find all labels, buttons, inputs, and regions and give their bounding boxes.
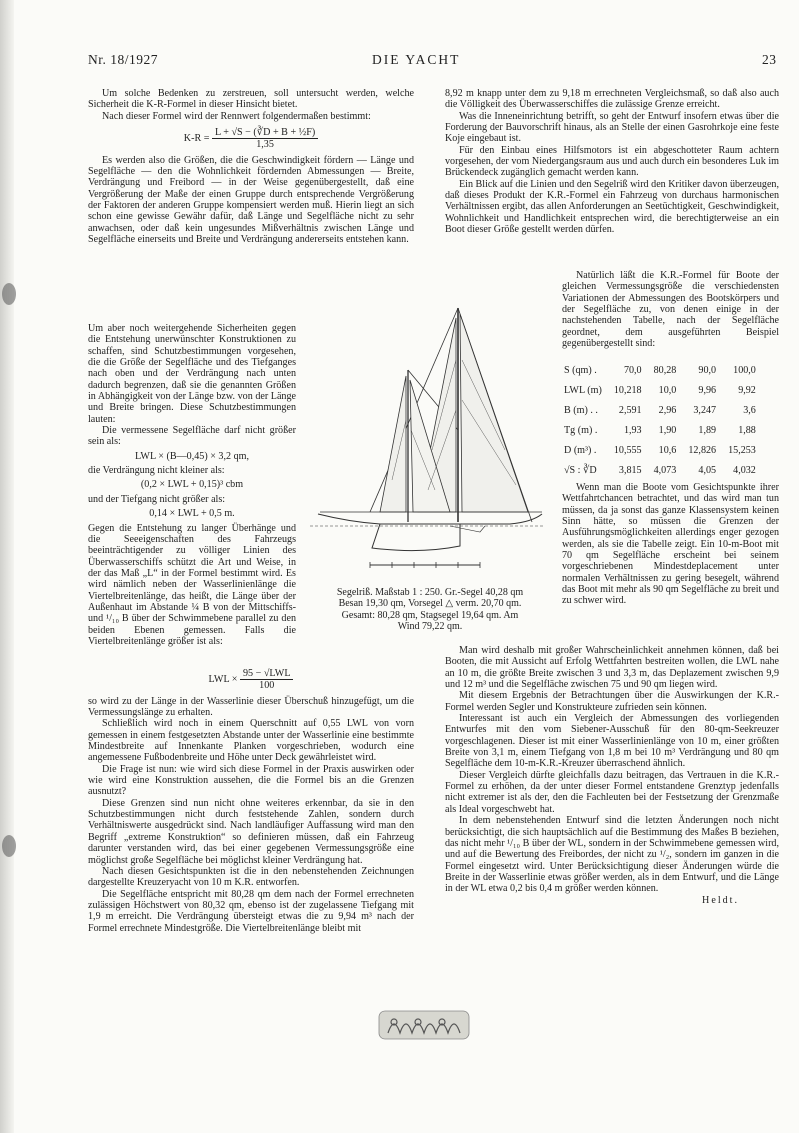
table-row-label: LWL (m) bbox=[564, 384, 602, 396]
figure-caption: Segelriß. Maßstab 1 : 250. Gr.-Segel 40,28 qm Besan 19,30 qm, Vorsegel △ verm. 20,70 qm. Gesamt: 80,28 qm, Stagsegel 19,64 qm. Am Wind 79,22 qm. bbox=[336, 587, 524, 632]
paragraph: Was die Inneneinrichtung betrifft, so geht der Entwurf insofern etwas über die Forderung der Bauvorschrift hinaus, als an Stelle der einen Gasrohrkoje eine feste Koje eingebaut ist. bbox=[445, 110, 779, 145]
table-cell: 4,073 bbox=[653, 464, 677, 476]
paragraph: Nach diesen Gesichtspunkten ist die in den nebenstehenden Zeichnungen dargestellte Kreuzeryacht von 10 m K.R. entworfen. bbox=[88, 865, 414, 889]
paragraph: die Verdrängung nicht kleiner als: bbox=[88, 465, 225, 477]
table-cell: 100,0 bbox=[733, 364, 756, 376]
journal-title: DIE YACHT bbox=[372, 52, 461, 67]
table-row-label: D (m³) . bbox=[564, 444, 597, 456]
right-column-top bbox=[445, 88, 779, 235]
paragraph: Ein Blick auf die Linien und den Segelriß wird den Kritiker davon überzeugen, daß dieses Produkt der K.R.-Formel ein Fahrzeug von durchaus harmonischen Verhältnissen ergibt, das allen Anforderungen an Seetüchtigkeit, Geschwindigkeit, Wohnlichkeit und Handlichkeit entsprechen wird, die berechtigterweise an ein Boot dieser Größe gestellt werden dürfen. bbox=[445, 178, 779, 236]
paragraph: Wenn man die Boote vom Gesichtspunkte ihrer Wettfahrtchancen betrachtet, und das wird man tun müssen, da ja sonst das ganze Klassensystem keinen Sinn hätte, so müssen die Grenzen der Ausführungsmöglichkeiten allerdings enger gezogen werden, als sie die Tabelle zeigt. Ein 10-m-Boot mit 70 qm Segelfläche erscheint bei seinem vorgeschriebenen Mindestdeplacement unter normalen Verhältnissen zu gering besegelt, während das Boot mit mehr als 90 qm Segelfläche zu breit und zu schwer wird. bbox=[562, 482, 779, 607]
table-cell: 1,89 bbox=[698, 424, 717, 436]
table-row-label: √S : ∛D bbox=[564, 464, 597, 476]
paragraph: Um aber noch weitergehende Sicherheiten gegen die Entstehung unerwünschter Konstruktionen zu schaffen, sind Schutzbestimmungen vorgesehen, die die Größe der Segelfläche und des Tiefganges nach oben und der Verdrängung nach unten dadurch begrenzen, daß sie die genannten Größen in Abhängigkeit von der Länge bzw. von der Länge und Breite bringen. Diese Schutzbestimmungen lauten: bbox=[88, 323, 296, 425]
table-cell: 2,96 bbox=[658, 404, 677, 416]
table-row bbox=[562, 440, 758, 460]
table-row bbox=[562, 400, 758, 420]
table-row-label: B (m) . . bbox=[564, 404, 598, 416]
paragraph: Die vermessene Segelfläche darf nicht größer sein als: bbox=[88, 425, 296, 448]
table-cell: 12,826 bbox=[688, 444, 717, 456]
sail-plan-drawing bbox=[310, 300, 545, 585]
comparison-table bbox=[562, 360, 758, 480]
paragraph: 8,92 m knapp unter dem zu 9,18 m errechneten Vergleichsmaß, so daß also auch die Völligkeit des Überwasserschiffes die zulässige Grenze erreicht. bbox=[445, 88, 779, 111]
formula-quarter-beam: LWL × 95 − √LWL 100 bbox=[88, 668, 414, 692]
table-row bbox=[562, 460, 758, 480]
table-cell: 9,96 bbox=[698, 384, 717, 396]
table-row bbox=[562, 360, 758, 380]
punch-hole bbox=[2, 835, 16, 857]
table-cell: 1,88 bbox=[738, 424, 756, 436]
paragraph: Um solche Bedenken zu zerstreuen, soll untersucht werden, welche Sicherheit die K-R-Formel in dieser Hinsicht bietet. bbox=[88, 88, 414, 111]
paragraph: Dieser Vergleich dürfte gleichfalls dazu beitragen, das Vertrauen in die K.R.-Formel zu erhöhen, da der unter dieser Formel entstandene Grenztyp jedenfalls nicht extremer ist als der, den die Fachleuten bei der Festsetzung der Grenzmaße als Ideal vorgeschwebt hat. bbox=[445, 769, 779, 815]
punch-hole bbox=[2, 283, 16, 305]
binding-edge bbox=[0, 0, 14, 1133]
paragraph: Die Segelfläche entspricht mit 80,28 qm dem nach der Formel errechneten zulässigen Höchstwert von 80,32 qm, ebenso ist der zugelassene Tiefgang mit 1,9 m erreicht. Die Verdrängung übersteigt etwas die zu 9,94 m³ nach der Formel errechnete Mindestgröße. Die Viertelbreitenlänge bleibt mit bbox=[88, 888, 414, 934]
paragraph: Die Frage ist nun: wie wird sich diese Formel in der Praxis auswirken oder wie wird eine Konstruktion aussehen, die die Formel bis an die Grenzen ausnutzt? bbox=[88, 763, 414, 798]
table-cell: 10,6 bbox=[658, 444, 677, 456]
table-row-label: Tg (m) . bbox=[564, 424, 598, 436]
issue-number: Nr. 18/1927 bbox=[88, 52, 159, 67]
table-cell: 10,218 bbox=[613, 384, 642, 396]
table-cell: 3,815 bbox=[618, 464, 642, 476]
table-cell: 3,247 bbox=[693, 404, 717, 416]
table-cell: 70,0 bbox=[623, 364, 642, 376]
paragraph: Schließlich wird noch in einem Querschnitt auf 0,55 LWL von vorn gemessen in einem festgesetzten Abstande unter der Wasserlinie eine bestimmte Mindestbreite auf Innenkante Planken vorgeschrieben, wodurch eine angemessene Fußbodenbreite und Höhe unter Deck gewährleistet wird. bbox=[88, 718, 414, 764]
paragraph: Interessant ist auch ein Vergleich der Abmessungen des vorliegenden Entwurfes mit den vom Siebener-Ausschuß für den 80-qm-Seekreuzer vorgeschlagenen. Dieser ist mit einer Wasserlinienlänge von 10 m, einer größten Breite von 3,1 m, einem Tiefgang von 1,8 m bei 10 m³ Verdrängung und 80 qm Segelfläche dem 10-m-K.R.-Kreuzer überraschend ähnlich. bbox=[445, 713, 779, 770]
paragraph: und der Tiefgang nicht größer als: bbox=[88, 493, 226, 505]
table-cell: 10,0 bbox=[658, 384, 677, 396]
paragraph: In dem nebenstehenden Entwurf sind die letzten Änderungen noch nicht berücksichtigt, die sich hauptsächlich auf die Bestimmung des Maßes B beziehen, das nicht mehr ¹/₁₀ B über der WL, sondern in der Schwimmebene gemessen wird, und auf die Bewertung des Freibordes, der nicht zu ¹/₂, sondern im ganzen in die Formel eingesetzt wird. Unter Berücksichtigung dieser Änderungen würde die Breite in der Wasserlinie etwas größer werden, als in dem Entwurf, und die Länge in der WL etwa 0,2 bis 0,4 m größer werden können. bbox=[445, 815, 779, 895]
table-cell: 90,0 bbox=[698, 364, 717, 376]
table-cell: 10,555 bbox=[613, 444, 642, 456]
formula-draft: 0,14 × LWL + 0,5 m. bbox=[149, 508, 235, 520]
table-cell: 1,90 bbox=[658, 424, 677, 436]
paragraph: Natürlich läßt die K.R.-Formel für Boote der gleichen Vermessungsgröße die verschiedensten Variationen der Abmessungen des Bootskörpers und der Segelfläche zu, von denen einige in der nachstehenden Tabelle, nach der Segelfläche geordnet, dem ausgeführten Beispiel gegenübergestellt sind: bbox=[562, 270, 779, 350]
left-column-bottom bbox=[88, 668, 414, 934]
table-cell: 15,253 bbox=[728, 444, 756, 456]
table-cell: 4,05 bbox=[698, 464, 717, 476]
author: Heldt. bbox=[702, 894, 739, 906]
table-row bbox=[562, 380, 758, 400]
table-cell: 3,6 bbox=[743, 404, 756, 416]
right-column-narrow bbox=[562, 270, 779, 349]
left-column-top bbox=[88, 88, 414, 245]
paragraph: Diese Grenzen sind nun nicht ohne weiteres erkennbar, da sie in den Schutzbestimmungen nicht durch feststehende Zahlen, sondern durch Verhältniswerte ausgedrückt sind. Nach landläufiger Auffassung wird man den Begriff „extreme Konstruktion“ so definieren müssen, daß ein Fahrzeug darunter verstanden wird, das bei einer gegebenen Vermessungsgröße eine möglichst große Segelfläche bei möglichst kleiner Verdrängung hat. bbox=[88, 797, 414, 866]
decorative-ornament bbox=[378, 1008, 470, 1042]
table-cell: 80,28 bbox=[653, 364, 677, 376]
paragraph: Für den Einbau eines Hilfsmotors ist ein abgeschotteter Raum achtern vorgesehen, der vom Niedergangsraum aus und auch durch ein besonderes Luk im Brückendeck zugänglich gemacht werden kann. bbox=[445, 144, 779, 179]
right-column-bottom bbox=[445, 645, 779, 906]
table-row-label: S (qm) . bbox=[564, 364, 597, 376]
paragraph: Nach dieser Formel wird der Rennwert folgendermaßen bestimmt: bbox=[102, 110, 371, 122]
formula-sail-area: LWL × (B—0,45) × 3,2 qm, bbox=[135, 450, 249, 462]
paragraph: so wird zu der Länge in der Wasserlinie dieser Überschuß hinzugefügt, um die Vermessungslänge zu erhalten. bbox=[88, 695, 414, 719]
formula-displacement: (0,2 × LWL + 0,15)³ cbm bbox=[140, 479, 244, 491]
table-cell: 1,93 bbox=[623, 424, 642, 436]
right-column-narrow-2 bbox=[562, 482, 779, 607]
formula-kr: K-R = $\frac{\text{L + √S − (∛D + B + ½F)}}{1,35}$ bbox=[88, 127, 414, 151]
paragraph: Man wird deshalb mit großer Wahrscheinlichkeit annehmen können, daß bei Booten, die mit Aussicht auf Erfolg Wettfahrten bestreiten wollen, die LWL nahe an 10 m, die größte Breite zwischen 3 und 3,3 m, das Deplazement zwischen 9,9 und 12 m³ und die Segelfläche zwischen 75 und 90 qm liegen wird. bbox=[445, 645, 779, 691]
table-cell: 9,92 bbox=[738, 384, 756, 396]
table-cell: 4,032 bbox=[733, 464, 756, 476]
paragraph: Mit diesem Ergebnis der Betrachtungen über die Auswirkungen der K.R.-Formel werden Segler und Konstrukteure zufrieden sein können. bbox=[445, 690, 779, 713]
paragraph: Gegen die Entstehung zu langer Überhänge und die Seeeigenschaften des Fahrzeugs beeinträchtigender zu völliger Linien des Überwasserschiffs schützt die Art und Weise, in der das Maß „L“ in der Formel bestimmt wird. Es wird nämlich neben der Wasserlinienlänge die Viertelbreitenlänge, das heißt, die Länge über der Außenhaut im Abstande ¼ B von der Mittschiffs- und ¹/₁₀ B über der Schwimmebene parallel zu den beiden Ebenen gemessen. Falls die Viertelbreitenlänge größer ist als: bbox=[88, 522, 296, 647]
table-row bbox=[562, 420, 758, 440]
table-cell: 2,591 bbox=[618, 404, 642, 416]
page-number: 23 bbox=[762, 52, 777, 67]
paragraph: Es werden also die Größen, die die Geschwindigkeit fördern — Länge und Segelfläche — den die Wohnlichkeit fördernden Abmessungen — Breite, Verdrängung und Freibord — in der Weise gegenübergestellt, daß eine Vergrößerung der Maße der einen Gruppe durch entsprechende Vergrößerung der Faktoren der anderen Gruppe kompensiert werden muß. Hierin liegt an sich schon eine gewisse Gewähr dafür, daß Länge und Segelfläche nicht zu sehr anwachsen, oder daß kein ungesundes Mißverhältnis zwischen Länge und Segelfläche einerseits und Breite und Verdrängung andererseits entstehen kann. bbox=[88, 154, 414, 246]
left-column-narrow bbox=[88, 323, 296, 647]
